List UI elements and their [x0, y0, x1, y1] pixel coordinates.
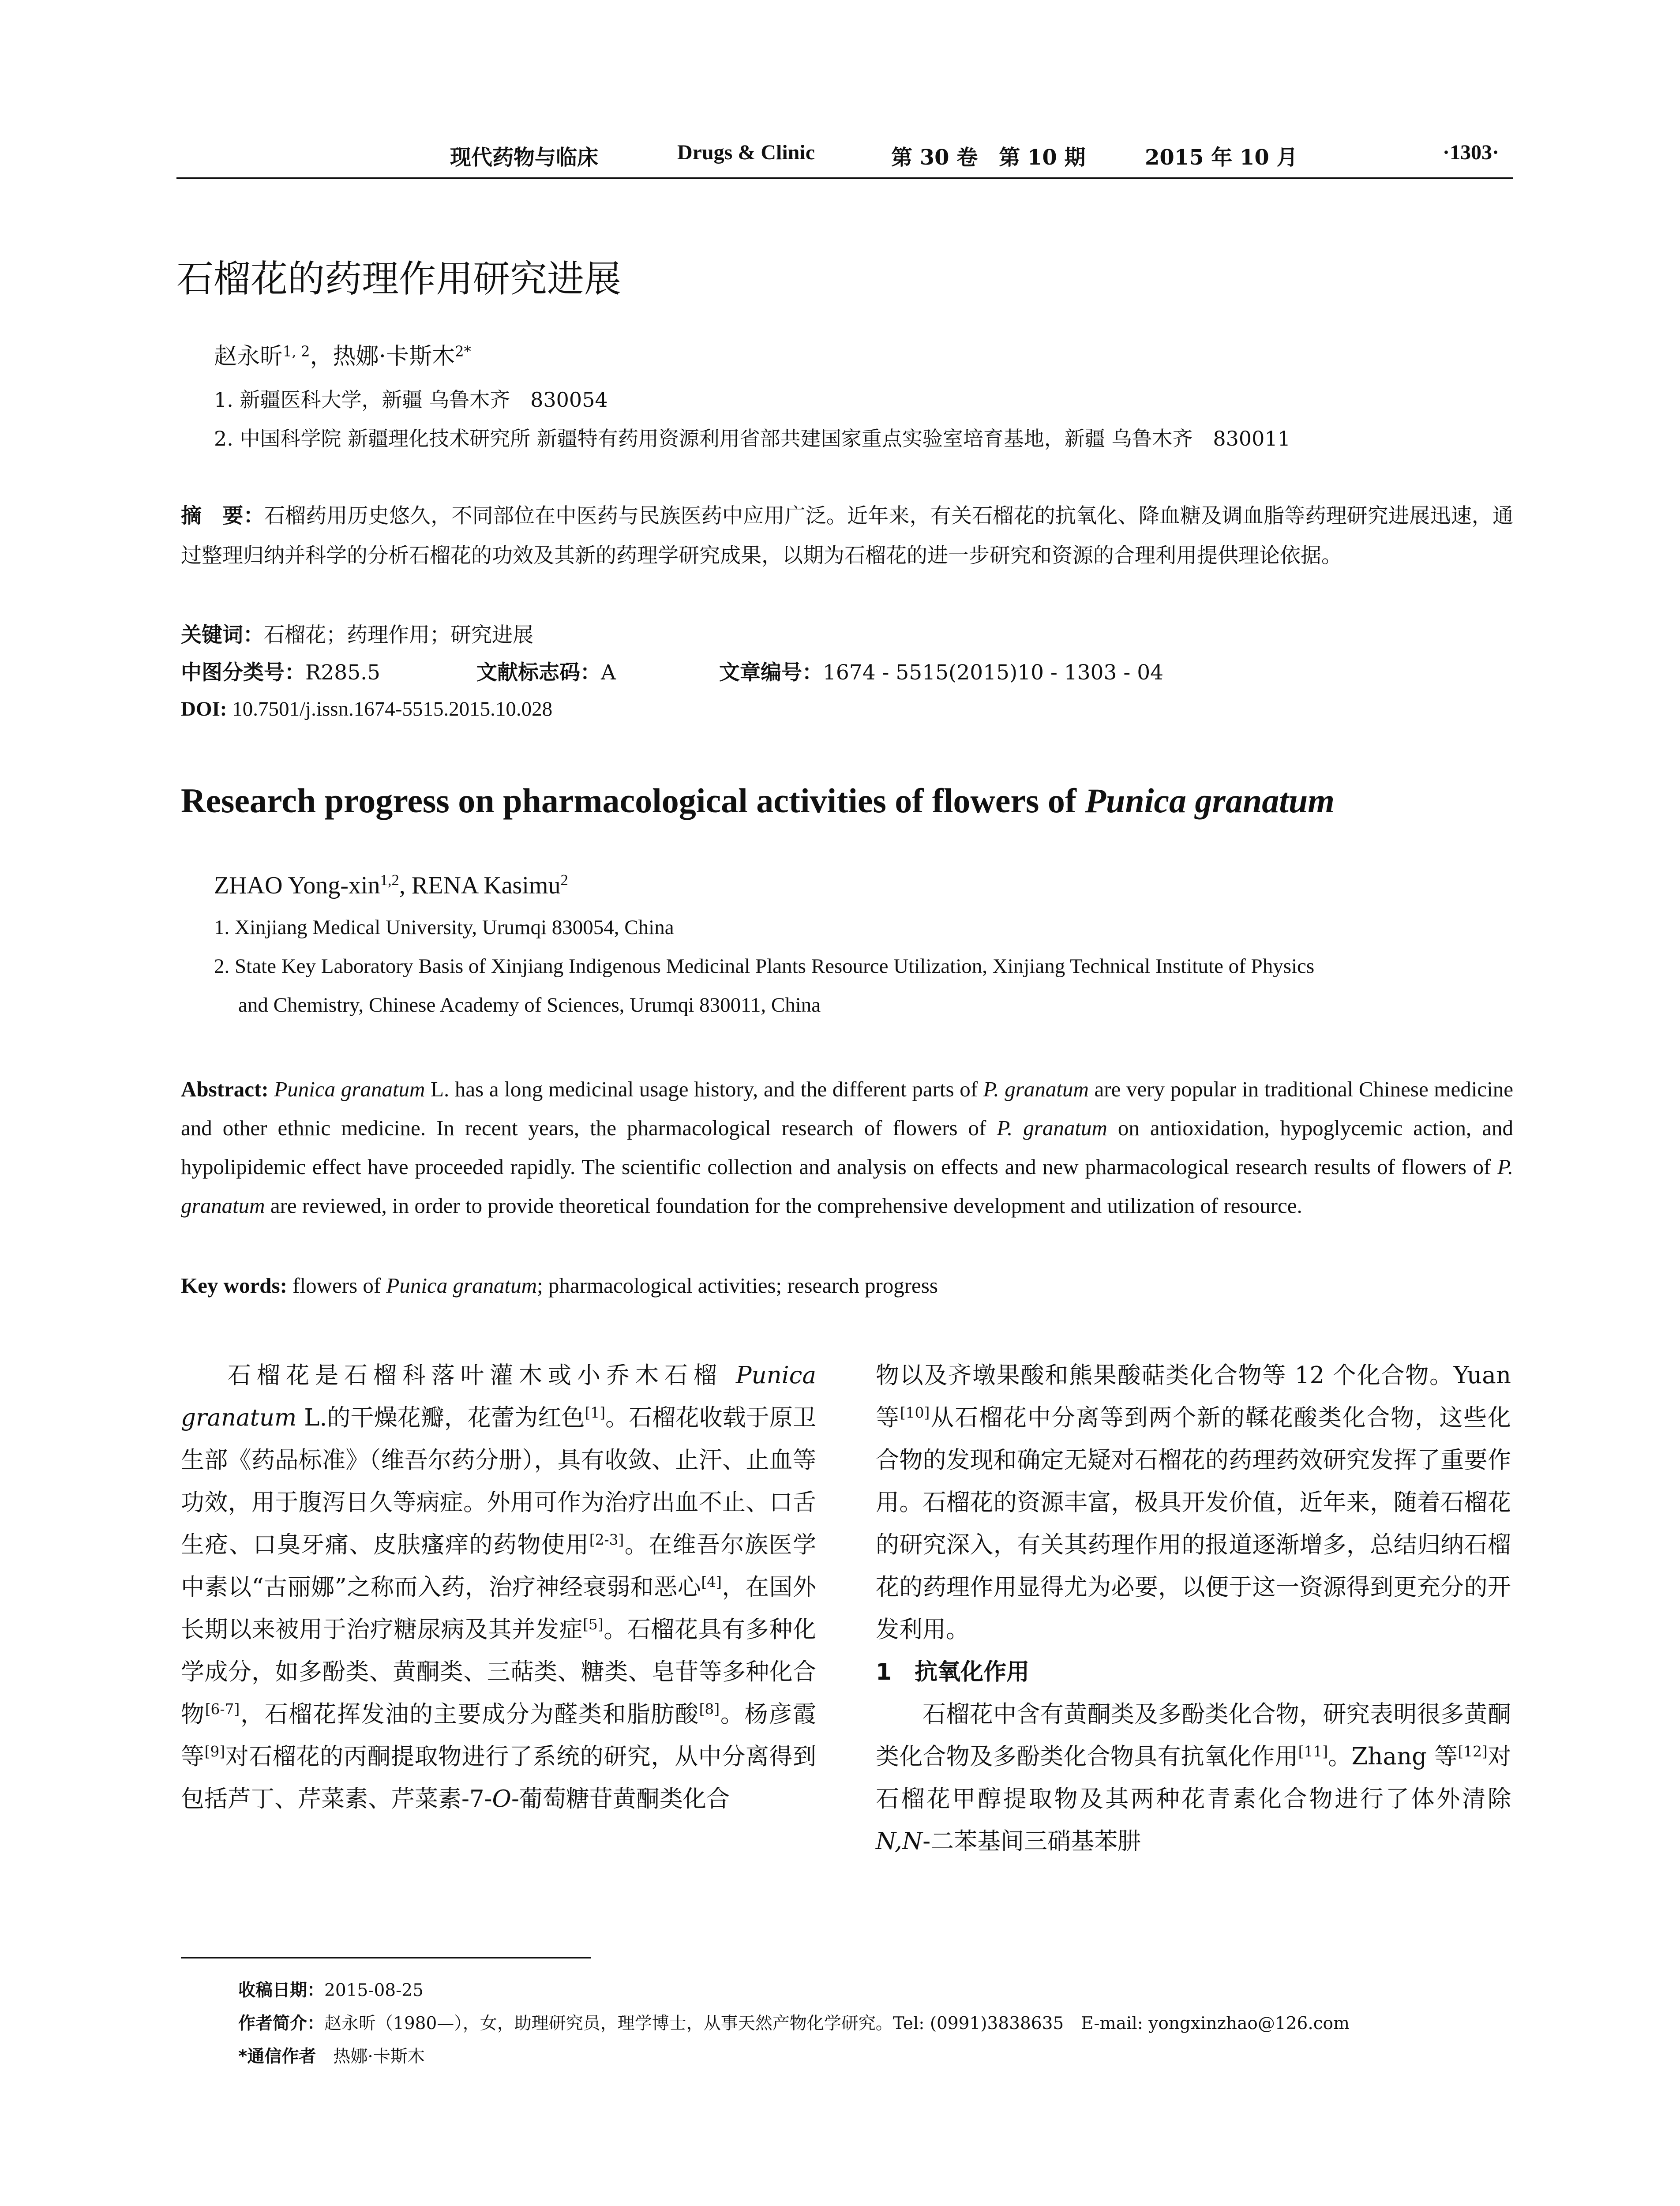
page-number: ·1303·: [1443, 141, 1500, 164]
corresponding-author: 热娜·卡斯木: [333, 2047, 425, 2067]
citation: [1]: [585, 1403, 606, 1421]
species-name: Punica granatum: [181, 1362, 816, 1431]
body-text: 石榴花是石榴科落叶灌木或小乔木石榴: [228, 1362, 736, 1389]
citation: [10]: [900, 1403, 930, 1421]
corresponding-label: *通信作者: [238, 2047, 316, 2067]
affiliation-1-zh: 1. 新疆医科大学，新疆 乌鲁木齐 830054: [214, 388, 608, 412]
keywords-zh-text: 石榴花；药理作用；研究进展: [264, 623, 533, 647]
journal-name-zh: 现代药物与临床: [450, 145, 599, 170]
keywords-zh: [181, 615, 1513, 655]
abstract-zh-label: 摘 要：: [181, 504, 264, 528]
clc-value: R285.5: [305, 660, 380, 685]
classification-line: [181, 655, 1513, 690]
doi-line: [181, 697, 552, 721]
citation: [6-7]: [205, 1700, 240, 1718]
article-number-field: [719, 655, 1163, 690]
author-2-zh: 热娜·卡斯木: [333, 343, 455, 370]
footnote-rule: [181, 1957, 591, 1958]
received-label: 收稿日期：: [238, 1981, 325, 2000]
article-title-en: [181, 781, 1335, 821]
body-text: 。杨彦霞等: [181, 1701, 817, 1770]
paragraph-continued: [876, 1354, 1511, 1651]
citation: [2-3]: [589, 1531, 624, 1548]
citation: [11]: [1298, 1742, 1328, 1760]
author-1-affil-zh: 1, 2: [283, 343, 310, 360]
running-header: [176, 140, 1513, 176]
article-title-zh: 石榴花的药理作用研究进展: [176, 257, 622, 300]
abstract-en: [181, 1070, 1513, 1225]
affiliation-2-zh: 2. 中国科学院 新疆理化技术研究所 新疆特有药用资源利用省部共建国家重点实验室培育基地，新疆 乌鲁木齐 830011: [214, 427, 1290, 450]
author-1-en: ZHAO Yong-xin: [214, 872, 380, 899]
author-2-affil-zh: 2*: [455, 343, 471, 360]
body-text: ，在国外长期以来被用于治疗糖尿病及其并发症: [181, 1574, 817, 1643]
footnote-author-bio: [238, 2010, 1350, 2034]
affiliation-1-en: 1. Xinjiang Medical University, Urumqi 830054, China: [214, 916, 674, 939]
section-heading-1: 1 抗氧化作用: [876, 1659, 1030, 1685]
doi-value: 10.7501/j.issn.1674-5515.2015.10.028: [232, 698, 553, 720]
clc-field: [181, 655, 380, 690]
citation: [8]: [699, 1700, 720, 1718]
abstract-en-species-3: P. granatum: [997, 1116, 1107, 1140]
abstract-en-text-4: are reviewed, in order to provide theoretical foundation for the comprehensive development and utilization of resource.: [265, 1193, 1302, 1218]
abstract-zh-text: 石榴药用历史悠久，不同部位在中医药与民族医药中应用广泛。近年来，有关石榴花的抗氧化、降血糖及调血脂等药理研究进展迅速，通过整理归纳并科学的分析石榴花的功效及其新的药理学研究成果，以期为石榴花的进一步研究和资源的合理利用提供理论依据。: [181, 504, 1513, 568]
body-text: L.的干燥花瓣，花蕾为红色: [296, 1404, 585, 1431]
volume-issue: 第 30 卷 第 10 期: [891, 145, 1086, 170]
abstract-en-label: Abstract:: [181, 1077, 269, 1101]
abstract-en-species-2: P. granatum: [983, 1077, 1089, 1101]
footnote-corresponding: [238, 2043, 425, 2067]
author-separator-en: ,: [399, 872, 412, 899]
affiliation-2-en-cont: and Chemistry, Chinese Academy of Sciences, Urumqi 830011, China: [238, 994, 821, 1017]
abstract-en-species-1: Punica granatum: [274, 1077, 425, 1101]
doi-label: DOI:: [181, 698, 227, 720]
abstract-zh: [181, 496, 1513, 576]
journal-name-en: Drugs & Clinic: [677, 141, 815, 164]
body-column-left: [181, 1354, 816, 1820]
body-column-right: [876, 1354, 1511, 1863]
body-text: -二苯基间三硝基苯肼: [922, 1828, 1141, 1855]
chem-italic: N,N: [876, 1828, 923, 1855]
header-rule: [176, 177, 1513, 179]
clc-label: 中图分类号：: [181, 660, 305, 685]
authors-en: [214, 871, 568, 900]
footnote-received: [238, 1977, 424, 2001]
abstract-en-text-2: are very popular in traditional Chinese medicine and other ethnic medicine. In recent years, the pharmacological research of flowers of: [181, 1077, 1514, 1140]
body-text: 从石榴花中分离等到两个新的鞣花酸类化合物，这些化合物的发现和确定无疑对石榴花的药理药效研究发挥了重要作用。石榴花的资源丰富，极具开发价值，近年来，随着石榴花的研究深入，有关其药理作用的报道逐渐增多，总结归纳石榴花的药理作用显得尤为必要，以便于这一资源得到更充分的开发利用。: [876, 1404, 1511, 1643]
abstract-en-text-1: L. has a long medicinal usage history, and the different parts of: [425, 1077, 983, 1101]
keywords-en-species: Punica granatum: [386, 1273, 537, 1298]
doc-code-field: [476, 655, 616, 690]
body-text: 对石榴花甲醇提取物及其两种花青素化合物进行了体外清除: [876, 1743, 1511, 1812]
author-1-zh: 赵永昕: [214, 343, 283, 370]
citation: [12]: [1458, 1742, 1488, 1760]
issue-date: 2015 年 10 月: [1145, 145, 1298, 170]
body-text: 物以及齐墩果酸和熊果酸萜类化合物等 12 个化合物。Yuan 等: [876, 1362, 1511, 1431]
body-text: ，石榴花挥发油的主要成分为醛类和脂肪酸: [240, 1701, 699, 1728]
body-text: 。在维吾尔族医学中素以“古丽娜”之称而入药，治疗神经衰弱和恶心: [181, 1531, 817, 1601]
body-text: 。石榴花收载于原卫生部《药品标准》（维吾尔药分册），具有收敛、止汗、止血等功效，用于腹泻日久等病症。外用可作为治疗出血不止、口舌生疮、口臭牙痛、皮肤瘙痒的药物使用: [181, 1404, 817, 1558]
chem-italic: O: [492, 1786, 511, 1812]
keywords-en-text-2: ; pharmacological activities; research progress: [537, 1273, 938, 1298]
keywords-en-label: Key words:: [181, 1273, 287, 1298]
keywords-zh-label: 关键词：: [181, 623, 264, 647]
article-title-en-main: Research progress on pharmacological activities of flowers of: [181, 781, 1085, 820]
bio-label: 作者简介：: [238, 2014, 325, 2033]
paragraph: [876, 1693, 1511, 1863]
authors-zh: [214, 338, 471, 371]
received-date: 2015-08-25: [324, 1981, 424, 2000]
doc-code-label: 文献标志码：: [476, 660, 601, 685]
body-text: -葡萄糖苷黄酮类化合: [511, 1786, 730, 1812]
body-text: 。石榴花具有多种化学成分，如多酚类、黄酮类、三萜类、糖类、皂苷等多种化合物: [181, 1616, 817, 1728]
keywords-en: [181, 1266, 1513, 1305]
abstract-en-text-3: on antioxidation, hypoglycemic action, and hypolipidemic effect have proceeded rapidly. The scientific collection and analysis on effects and new pharmacological research results of flowers of: [181, 1116, 1514, 1179]
author-2-affil-en: 2: [560, 871, 568, 889]
body-text: 石榴花中含有黄酮类及多酚类化合物，研究表明很多黄酮类化合物及多酚类化合物具有抗氧化作用: [876, 1701, 1511, 1770]
citation: [4]: [701, 1573, 722, 1591]
author-separator-zh: ，: [310, 343, 333, 370]
keywords-en-text-1: flowers of: [287, 1273, 386, 1298]
article-number-label: 文章编号：: [719, 660, 823, 685]
body-text: 。Zhang 等: [1328, 1743, 1458, 1770]
author-1-affil-en: 1,2: [380, 871, 399, 889]
author-2-en: RENA Kasimu: [411, 872, 561, 899]
doc-code-value: A: [601, 660, 616, 685]
bio-text: 赵永昕（1980—），女，助理研究员，理学博士，从事天然产物化学研究。Tel: (0991)3838635 E-mail: yongxinzhao@126.com: [324, 2014, 1350, 2033]
abstract-en-species-4: P. granatum: [181, 1155, 1513, 1218]
body-text: 对石榴花的丙酮提取物进行了系统的研究，从中分离得到包括芦丁、芹菜素、芹菜素-7-: [181, 1743, 817, 1812]
article-number-value: 1674 - 5515(2015)10 - 1303 - 04: [823, 660, 1164, 685]
article-title-en-species: Punica granatum: [1085, 781, 1335, 820]
citation: [5]: [583, 1615, 604, 1633]
citation: [9]: [204, 1742, 225, 1760]
affiliation-2-en: 2. State Key Laboratory Basis of Xinjiang Indigenous Medicinal Plants Resource Utilization, Xinjiang Technical Institute of Physics: [214, 955, 1315, 978]
